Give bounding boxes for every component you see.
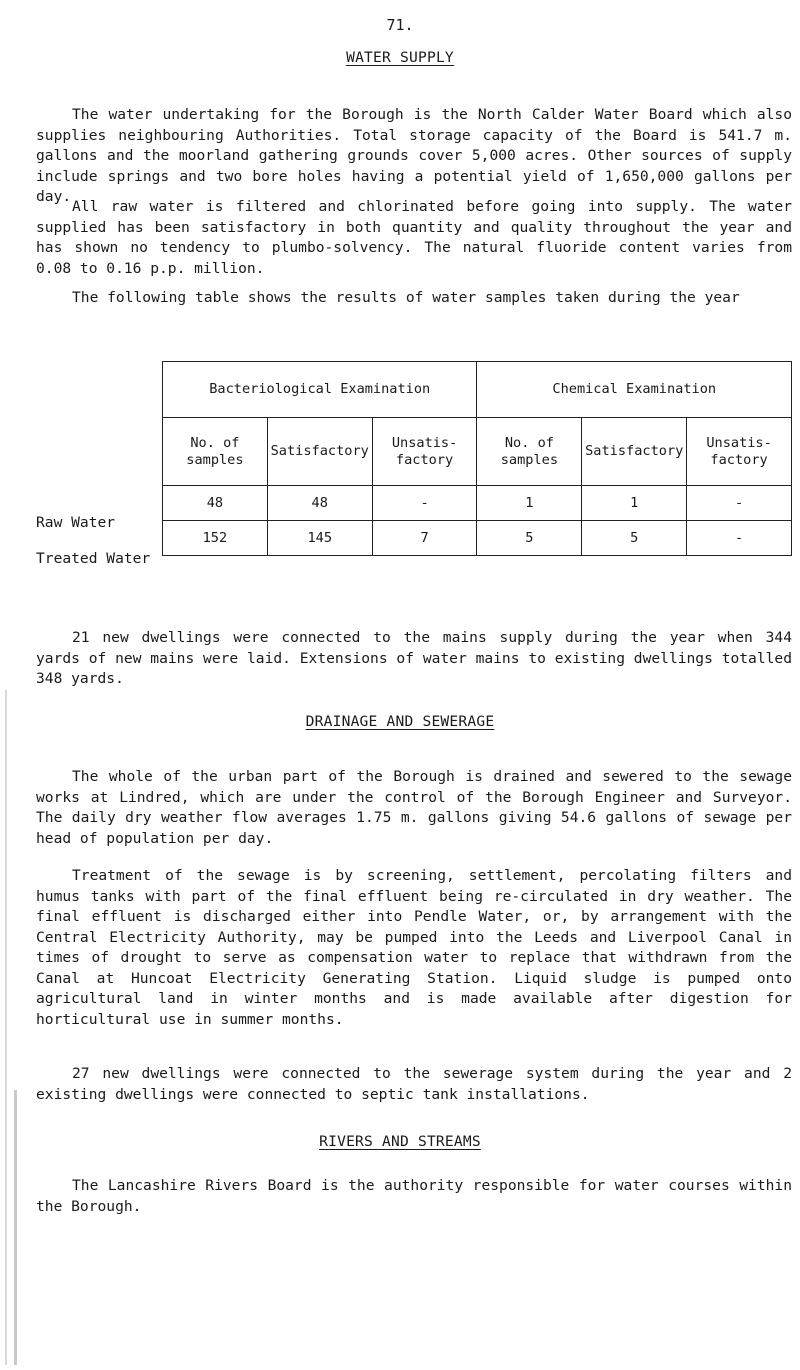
water-supply-paragraph-2: All raw water is filtered and chlorinated before going into supply. The water supplied has been satisfactory in both quantity and quality throughout the year and has shown no tendency to plumbo-solvency. The natural fluoride content varies from 0.08 to 0.16 p.p. million.: [36, 198, 792, 277]
rivers-paragraph-1: The Lancashire Rivers Board is the authority responsible for water courses within the Borough.: [36, 1177, 792, 1215]
group-header-chemical: Chemical Examination: [477, 362, 792, 418]
drainage-paragraph-2: Treatment of the sewage is by screening, settlement, percolating filters and humus tanks with part of the final effluent being re-circulated in dry weather. The final effluent is discharged either into Pendle Water, or, by arrangement with the Central Electricity Authority, may be pumped into the Leeds and Liverpool Canal in times of drought to serve as compensation water to replace that withdrawn from the Canal at Huncoat Electricity Generating Station. Liquid sludge is pumped onto agricultural land in winter months and is made available after digestion for horticultural use in summer months.: [36, 867, 792, 1028]
water-supply-paragraph-4: 21 new dwellings were connected to the mains supply during the year when 344 yards of new mains were laid. Extensions of water mains to existing dwellings totalled 348 yards.: [36, 629, 792, 687]
table-cell: 48: [163, 486, 268, 521]
rivers-heading: RIVERS AND STREAMS: [319, 1133, 481, 1150]
table-cell: 1: [477, 486, 582, 521]
table-cell: 145: [267, 521, 372, 556]
column-header: Satisfactory: [582, 418, 687, 486]
drainage-paragraph-3: 27 new dwellings were connected to the sewerage system during the year and 2 existing dwellings were connected to septic tank installations.: [36, 1065, 792, 1103]
table-cell: 5: [582, 521, 687, 556]
scan-margin-line: [5, 690, 7, 1365]
table-row: [163, 521, 792, 556]
table-cell: -: [687, 521, 792, 556]
table-row: [163, 486, 792, 521]
scan-margin-line: [14, 1090, 17, 1365]
page-number: 71.: [386, 16, 414, 34]
table-cell: 7: [372, 521, 477, 556]
table-cell: 1: [582, 486, 687, 521]
table-cell: 5: [477, 521, 582, 556]
column-header: Unsatis-factory: [372, 418, 477, 486]
column-header: No. of samples: [477, 418, 582, 486]
drainage-paragraph-1: The whole of the urban part of the Borough is drained and sewered to the sewage works at Lindred, which are under the control of the Borough Engineer and Surveyor. The daily dry weather flow averages 1.75 m. gallons giving 54.6 gallons of sewage per head of population per day.: [36, 768, 792, 847]
table-cell: -: [372, 486, 477, 521]
row-label-treated-water: Treated Water: [36, 550, 151, 567]
group-header-bacteriological: Bacteriological Examination: [163, 362, 477, 418]
water-samples-table: [162, 361, 792, 556]
table-cell: 48: [267, 486, 372, 521]
column-header: No. of samples: [163, 418, 268, 486]
table-cell: 152: [163, 521, 268, 556]
drainage-heading: DRAINAGE AND SEWERAGE: [305, 713, 495, 730]
water-supply-heading: WATER SUPPLY: [346, 49, 454, 66]
table-cell: -: [687, 486, 792, 521]
water-supply-paragraph-3: The following table shows the results of water samples taken during the year: [72, 289, 740, 306]
column-header: Unsatis-factory: [687, 418, 792, 486]
row-label-raw-water: Raw Water: [36, 514, 116, 531]
column-header: Satisfactory: [267, 418, 372, 486]
water-supply-paragraph-1: The water undertaking for the Borough is the North Calder Water Board which also supplies neighbouring Authorities. Total storage capacity of the Board is 541.7 m. gallons and the moorland gathering grounds cover 5,000 acres. Other sources of supply include springs and two bore holes having a potential yield of 1,650,000 gallons per day.: [36, 106, 792, 205]
